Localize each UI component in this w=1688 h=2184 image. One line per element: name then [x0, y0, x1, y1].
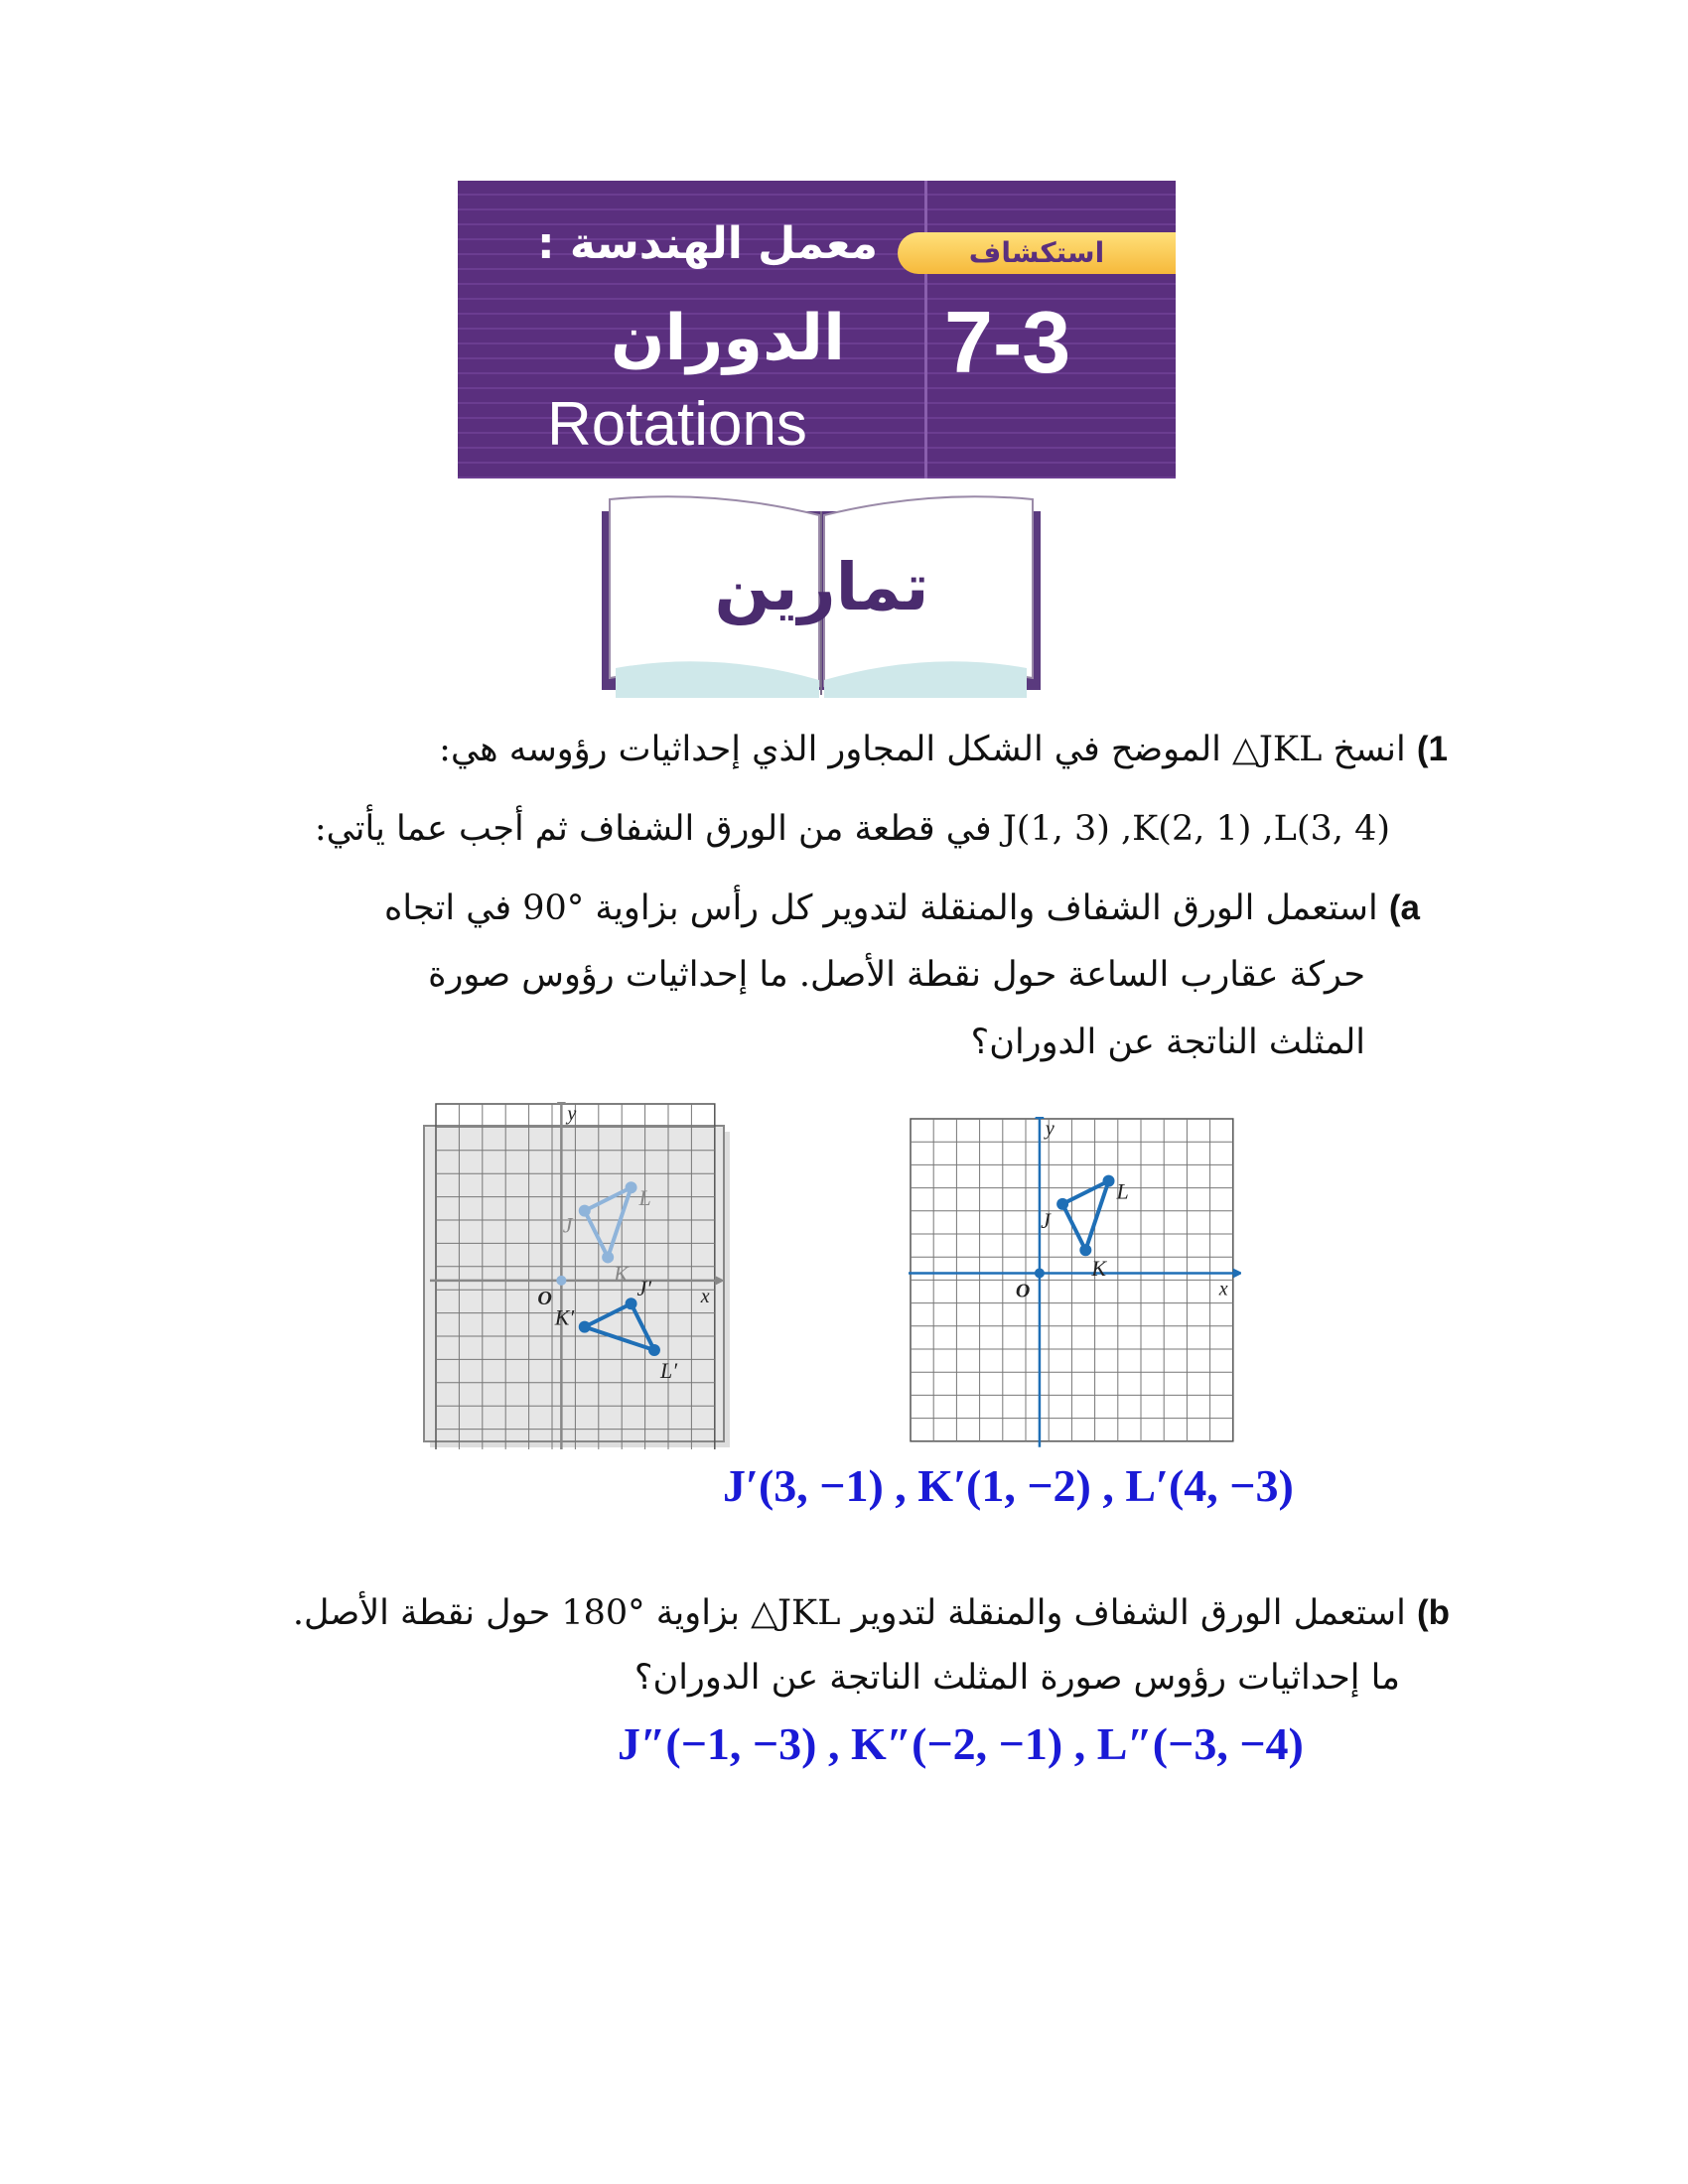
exercises-label: تمارين: [714, 549, 929, 625]
vertex-point: [579, 1321, 591, 1333]
vertex-point: [626, 1181, 637, 1193]
vertex-point: [1103, 1175, 1115, 1187]
y-axis-label: y: [1045, 1118, 1055, 1140]
vertex-point: [626, 1297, 637, 1309]
part-a-text-1: استعمل الورق الشفاف والمنقلة لتدوير كل رأس بزاوية °90 في اتجاه: [384, 888, 1378, 928]
part-a-line-3: [971, 1023, 1365, 1062]
original-triangle-graph: [909, 1117, 1241, 1449]
part-a-text-2: حركة عقارب الساعة حول نقطة الأصل. ما إحداثيات رؤوس صورة: [428, 955, 1365, 995]
origin-point: [1035, 1268, 1045, 1278]
y-axis-arrow-icon: [1035, 1117, 1045, 1119]
origin-label: O: [537, 1287, 552, 1309]
vertex-label: K′: [554, 1304, 575, 1330]
x-axis-arrow-icon: [1233, 1268, 1241, 1278]
banner-divider: [924, 181, 927, 478]
vertex-label: L′: [659, 1358, 678, 1384]
lesson-title-arabic: الدوران: [610, 302, 845, 375]
part-a-answer: J′(3, −1) , K′(1, −2) , L′(4, −3): [723, 1460, 1294, 1511]
y-axis-label: y: [567, 1103, 577, 1125]
vertex-point: [1056, 1198, 1068, 1210]
vertex-label: L: [1116, 1178, 1129, 1204]
part-b-text-2: ما إحداثيات رؤوس صورة المثلث الناتجة عن الدوران؟: [633, 1658, 1400, 1698]
original-grid: [911, 1119, 1233, 1441]
problem-1-text-2: J(1, 3) ,K(2, 1) ,L(3, 4) في قطعة من الورق الشفاف ثم أجب عما يأتي:: [314, 809, 1390, 849]
part-b-text-1: استعمل الورق الشفاف والمنقلة لتدوير JKL△ بزاوية °180 حول نقطة الأصل.: [292, 1593, 1406, 1633]
vertex-label: J: [1041, 1207, 1051, 1233]
problem-1-line-1: [439, 730, 1448, 769]
part-a-label: a): [1388, 888, 1420, 927]
vertex-point: [648, 1344, 660, 1356]
part-b-line-1: [293, 1593, 1450, 1633]
rotated-triangle-graph: [422, 1102, 760, 1449]
vertex-label: L: [638, 1185, 651, 1211]
vertex-point: [602, 1251, 614, 1263]
banner-title: معمل الهندسة :: [536, 218, 878, 269]
problem-1-text-1: انسخ JKL△ الموضح في الشكل المجاور الذي إحداثيات رؤوسه هي:: [439, 730, 1406, 769]
part-b-answer: J″(−1, −3) , K″(−2, −1) , L″(−3, −4): [618, 1718, 1304, 1769]
vertex-label: K: [1091, 1256, 1107, 1282]
origin-point: [556, 1276, 566, 1286]
problem-1-line-2: [315, 809, 1390, 849]
lesson-banner: [458, 181, 1176, 478]
part-b-line-2: [634, 1658, 1400, 1698]
part-a-line-2: [428, 955, 1365, 995]
exercises-book: [596, 491, 1048, 705]
vertex-point: [579, 1205, 591, 1217]
lesson-title-english: Rotations: [547, 390, 807, 459]
origin-label: O: [1015, 1280, 1031, 1302]
problem-number: 1): [1416, 730, 1448, 768]
vertex-label: K: [614, 1261, 629, 1287]
part-a-text-3: المثلث الناتجة عن الدوران؟: [970, 1023, 1365, 1062]
x-axis-label: x: [700, 1285, 710, 1307]
x-axis-label: x: [1218, 1278, 1228, 1300]
rotated-grid: [436, 1104, 715, 1449]
vertex-label: J: [562, 1212, 573, 1238]
y-axis-arrow-icon: [556, 1102, 566, 1104]
part-a-line-1: [384, 888, 1420, 928]
vertex-label: J′: [636, 1276, 652, 1301]
vertex-point: [1079, 1244, 1091, 1256]
explore-tag: استكشاف: [898, 232, 1176, 274]
part-b-label: b): [1416, 1593, 1450, 1632]
lesson-number: 7-3: [944, 293, 1071, 391]
